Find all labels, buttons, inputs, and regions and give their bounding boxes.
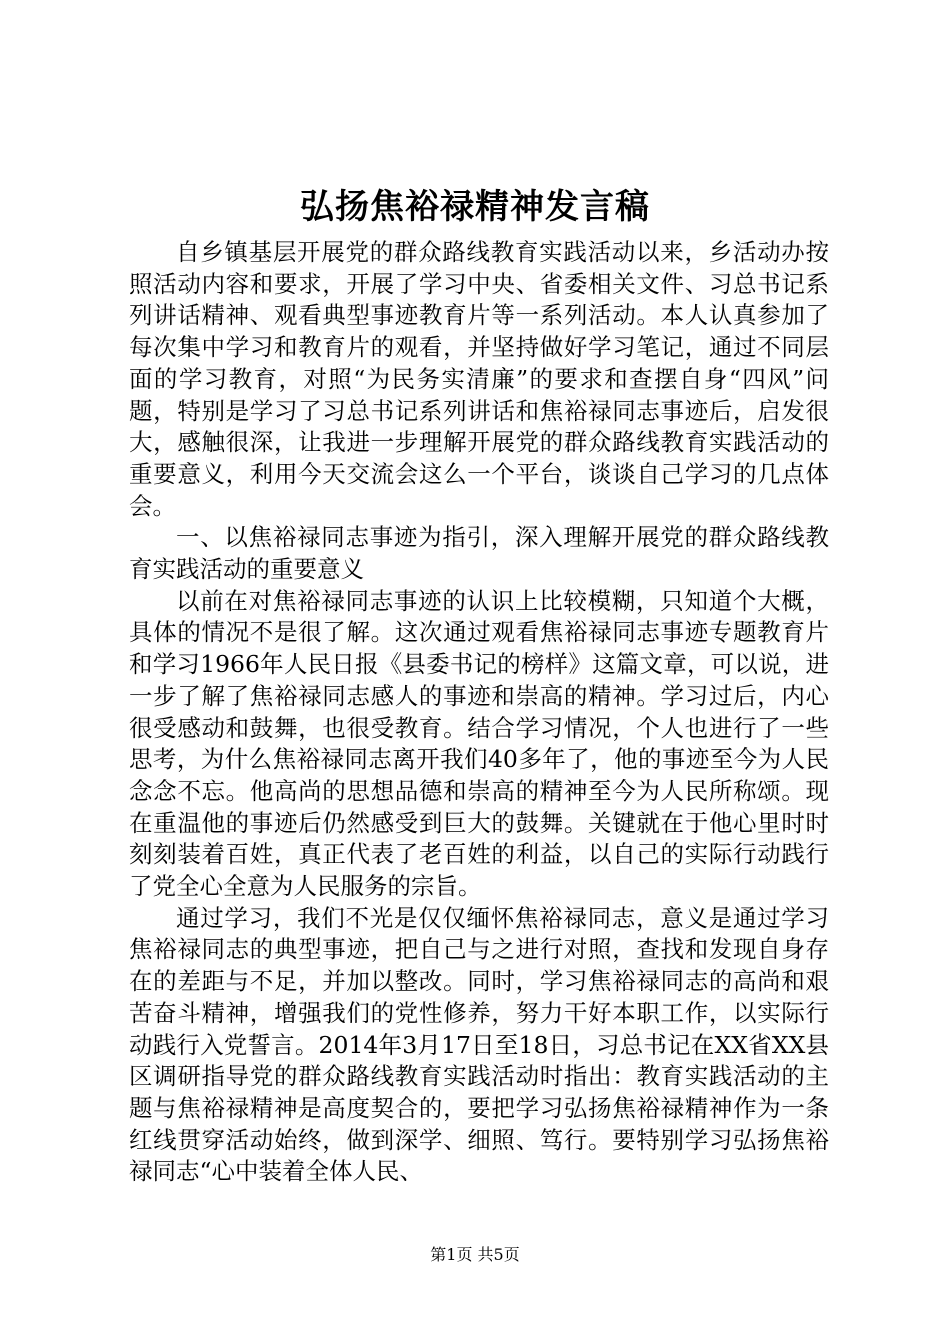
paragraph-intro: 自乡镇基层开展党的群众路线教育实践活动以来，乡活动办按照活动内容和要求，开展了学习中央、省委相关文件、习总书记系列讲话精神、观看典型事迹教育片等一系列活动。本人认真参加了每次集中学习和教育片的观看，并坚持做好学习笔记，通过不同层面的学习教育，对照“为民务实清廉”的要求和查摆自身“四风”问题，特别是学习了习总书记系列讲话和焦裕禄同志事迹后，启发很大，感触很深，让我进一步理解开展党的群众路线教育实践活动的重要意义，利用今天交流会这么一个平台，谈谈自己学习的几点体会。 xyxy=(129,238,829,520)
page-footer: 第1页 共5页 xyxy=(430,1245,520,1264)
document-title: 弘扬焦裕禄精神发言稿 xyxy=(300,187,650,227)
paragraph-section-heading: 一、以焦裕禄同志事迹为指引，深入理解开展党的群众路线教育实践活动的重要意义 xyxy=(129,523,829,584)
paragraph-reflection: 以前在对焦裕禄同志事迹的认识上比较模糊，只知道个大概，具体的情况不是很了解。这次通过观看焦裕禄同志事迹专题教育片和学习1966年人民日报《县委书记的榜样》这篇文章，可以说，进一步了解了焦裕禄同志感人的事迹和崇高的精神。学习过后，内心很受感动和鼓舞，也很受教育。结合学习情况，个人也进行了一些思考，为什么焦裕禄同志离开我们40多年了，他的事迹至今为人民念念不忘。他高尚的思想品德和崇高的精神至今为人民所称颂。现在重温他的事迹后仍然感受到巨大的鼓舞。关键就在于他心里时时刻刻装着百姓，真正代表了老百姓的利益，以自己的实际行动践行了党全心全意为人民服务的宗旨。 xyxy=(129,586,829,901)
paragraph-significance: 通过学习，我们不光是仅仅缅怀焦裕禄同志，意义是通过学习焦裕禄同志的典型事迹，把自己与之进行对照，查找和发现自身存在的差距与不足，并加以整改。同时，学习焦裕禄同志的高尚和艰苦奋斗精神，增强我们的党性修养，努力干好本职工作，以实际行动践行入党誓言。2014年3月17日至18日，习总书记在XX省XX县区调研指导党的群众路线教育实践活动时指出：教育实践活动的主题与焦裕禄精神是高度契合的，要把学习弘扬焦裕禄精神作为一条红线贯穿活动始终，做到深学、细照、笃行。要特别学习弘扬焦裕禄同志“心中装着全体人民、 xyxy=(129,903,829,1186)
document-body xyxy=(129,237,829,1188)
